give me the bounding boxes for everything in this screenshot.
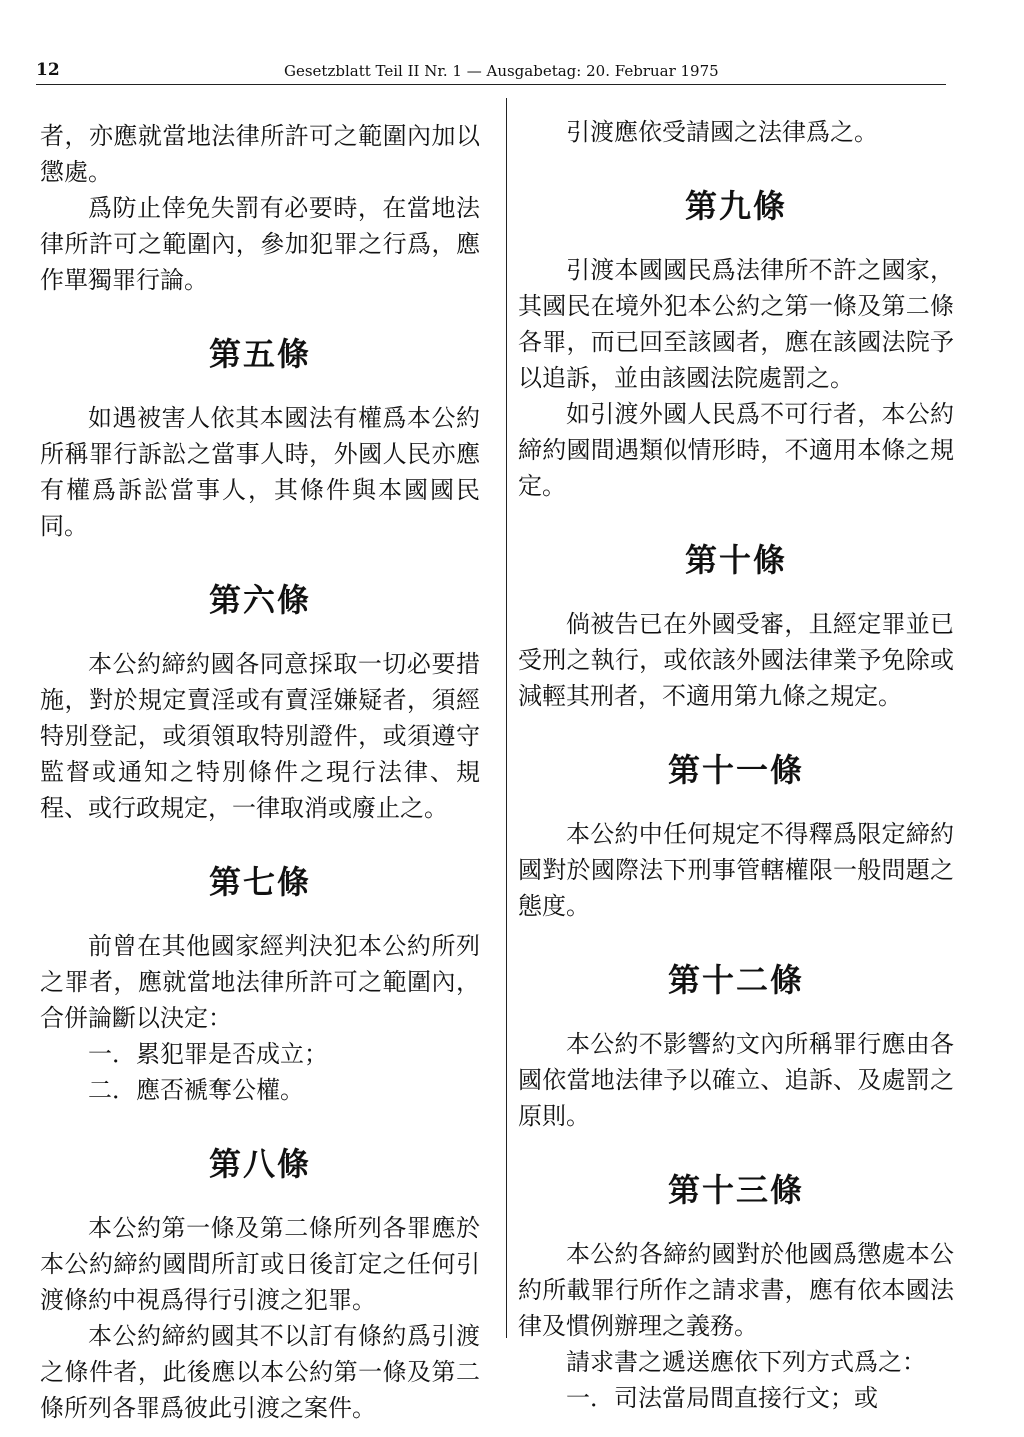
paragraph: 本公約締約國各同意採取一切必要措施，對於規定賣淫或有賣淫嫌疑者，須經特別登記，或須領取特別證件，或須遵守監督或通知之特別條件之現行法律、規程、或行政規定，一律取消或廢止之。 [40,650,480,822]
article-heading-7: 第七條 [208,863,311,901]
paragraph: 倘被告已在外國受審，且經定罪並已受刑之執行，或依該外國法律業予免除或減輕其刑者，不適用第九條之規定。 [518,610,954,710]
paragraph: 引渡應依受請國之法律爲之。 [566,118,878,146]
article-heading-13: 第十三條 [667,1171,804,1209]
right-column [518,114,954,1416]
list-item: 二．應否褫奪公權。 [88,1076,304,1104]
left-column [40,118,480,1426]
paragraph: 本公約第一條及第二條所列各罪應於本公約締約國間所訂或日後訂定之任何引渡條約中視爲得行引渡之犯罪。 [40,1214,480,1314]
column-divider [506,98,507,1338]
article-heading-11: 第十一條 [667,751,804,789]
paragraph: 爲防止倖免失罰有必要時，在當地法律所許可之範圍內，參加犯罪之行爲，應作單獨罪行論。 [40,194,480,294]
list-item: 一．司法當局間直接行文；或 [566,1384,878,1412]
paragraph: 本公約中任何規定不得釋爲限定締約國對於國際法下刑事管轄權限一般問題之態度。 [518,820,954,920]
paragraph: 前曾在其他國家經判決犯本公約所列之罪者，應就當地法律所許可之範圍內，合併論斷以決定： [40,932,480,1032]
paragraph: 如引渡外國人民爲不可行者，本公約締約國間遇類似情形時，不適用本條之規定。 [518,400,954,500]
article-heading-8: 第八條 [208,1145,311,1183]
paragraph: 者，亦應就當地法律所許可之範圍內加以懲處。 [40,122,480,186]
paragraph: 本公約不影響約文內所稱罪行應由各國依當地法律予以確立、追訴、及處罰之原則。 [518,1030,954,1130]
header-title: Gesetzblatt Teil II Nr. 1 — Ausgabetag: 20. Februar 1975 [284,62,719,80]
article-heading-6: 第六條 [208,581,311,619]
page-number: 12 [36,60,60,80]
list-item: 一．累犯罪是否成立； [88,1040,328,1068]
paragraph: 本公約各締約國對於他國爲懲處本公約所載罪行所作之請求書，應有依本國法律及慣例辦理之義務。 [518,1240,954,1340]
article-heading-12: 第十二條 [667,961,804,999]
paragraph: 請求書之遞送應依下列方式爲之： [566,1348,926,1376]
paragraph: 引渡本國國民爲法律所不許之國家，其國民在境外犯本公約之第一條及第二條各罪，而已回至該國者，應在該國法院予以追訴，並由該國法院處罰之。 [518,256,954,392]
paragraph: 本公約締約國其不以訂有條約爲引渡之條件者，此後應以本公約第一條及第二條所列各罪爲彼此引渡之案件。 [40,1322,480,1422]
article-heading-10: 第十條 [684,541,787,579]
paragraph: 如遇被害人依其本國法有權爲本公約所稱罪行訴訟之當事人時，外國人民亦應有權爲訴訟當事人，其條件與本國國民同。 [40,404,480,540]
article-heading-9: 第九條 [684,187,787,225]
page-header [36,58,946,85]
article-heading-5: 第五條 [208,335,311,373]
